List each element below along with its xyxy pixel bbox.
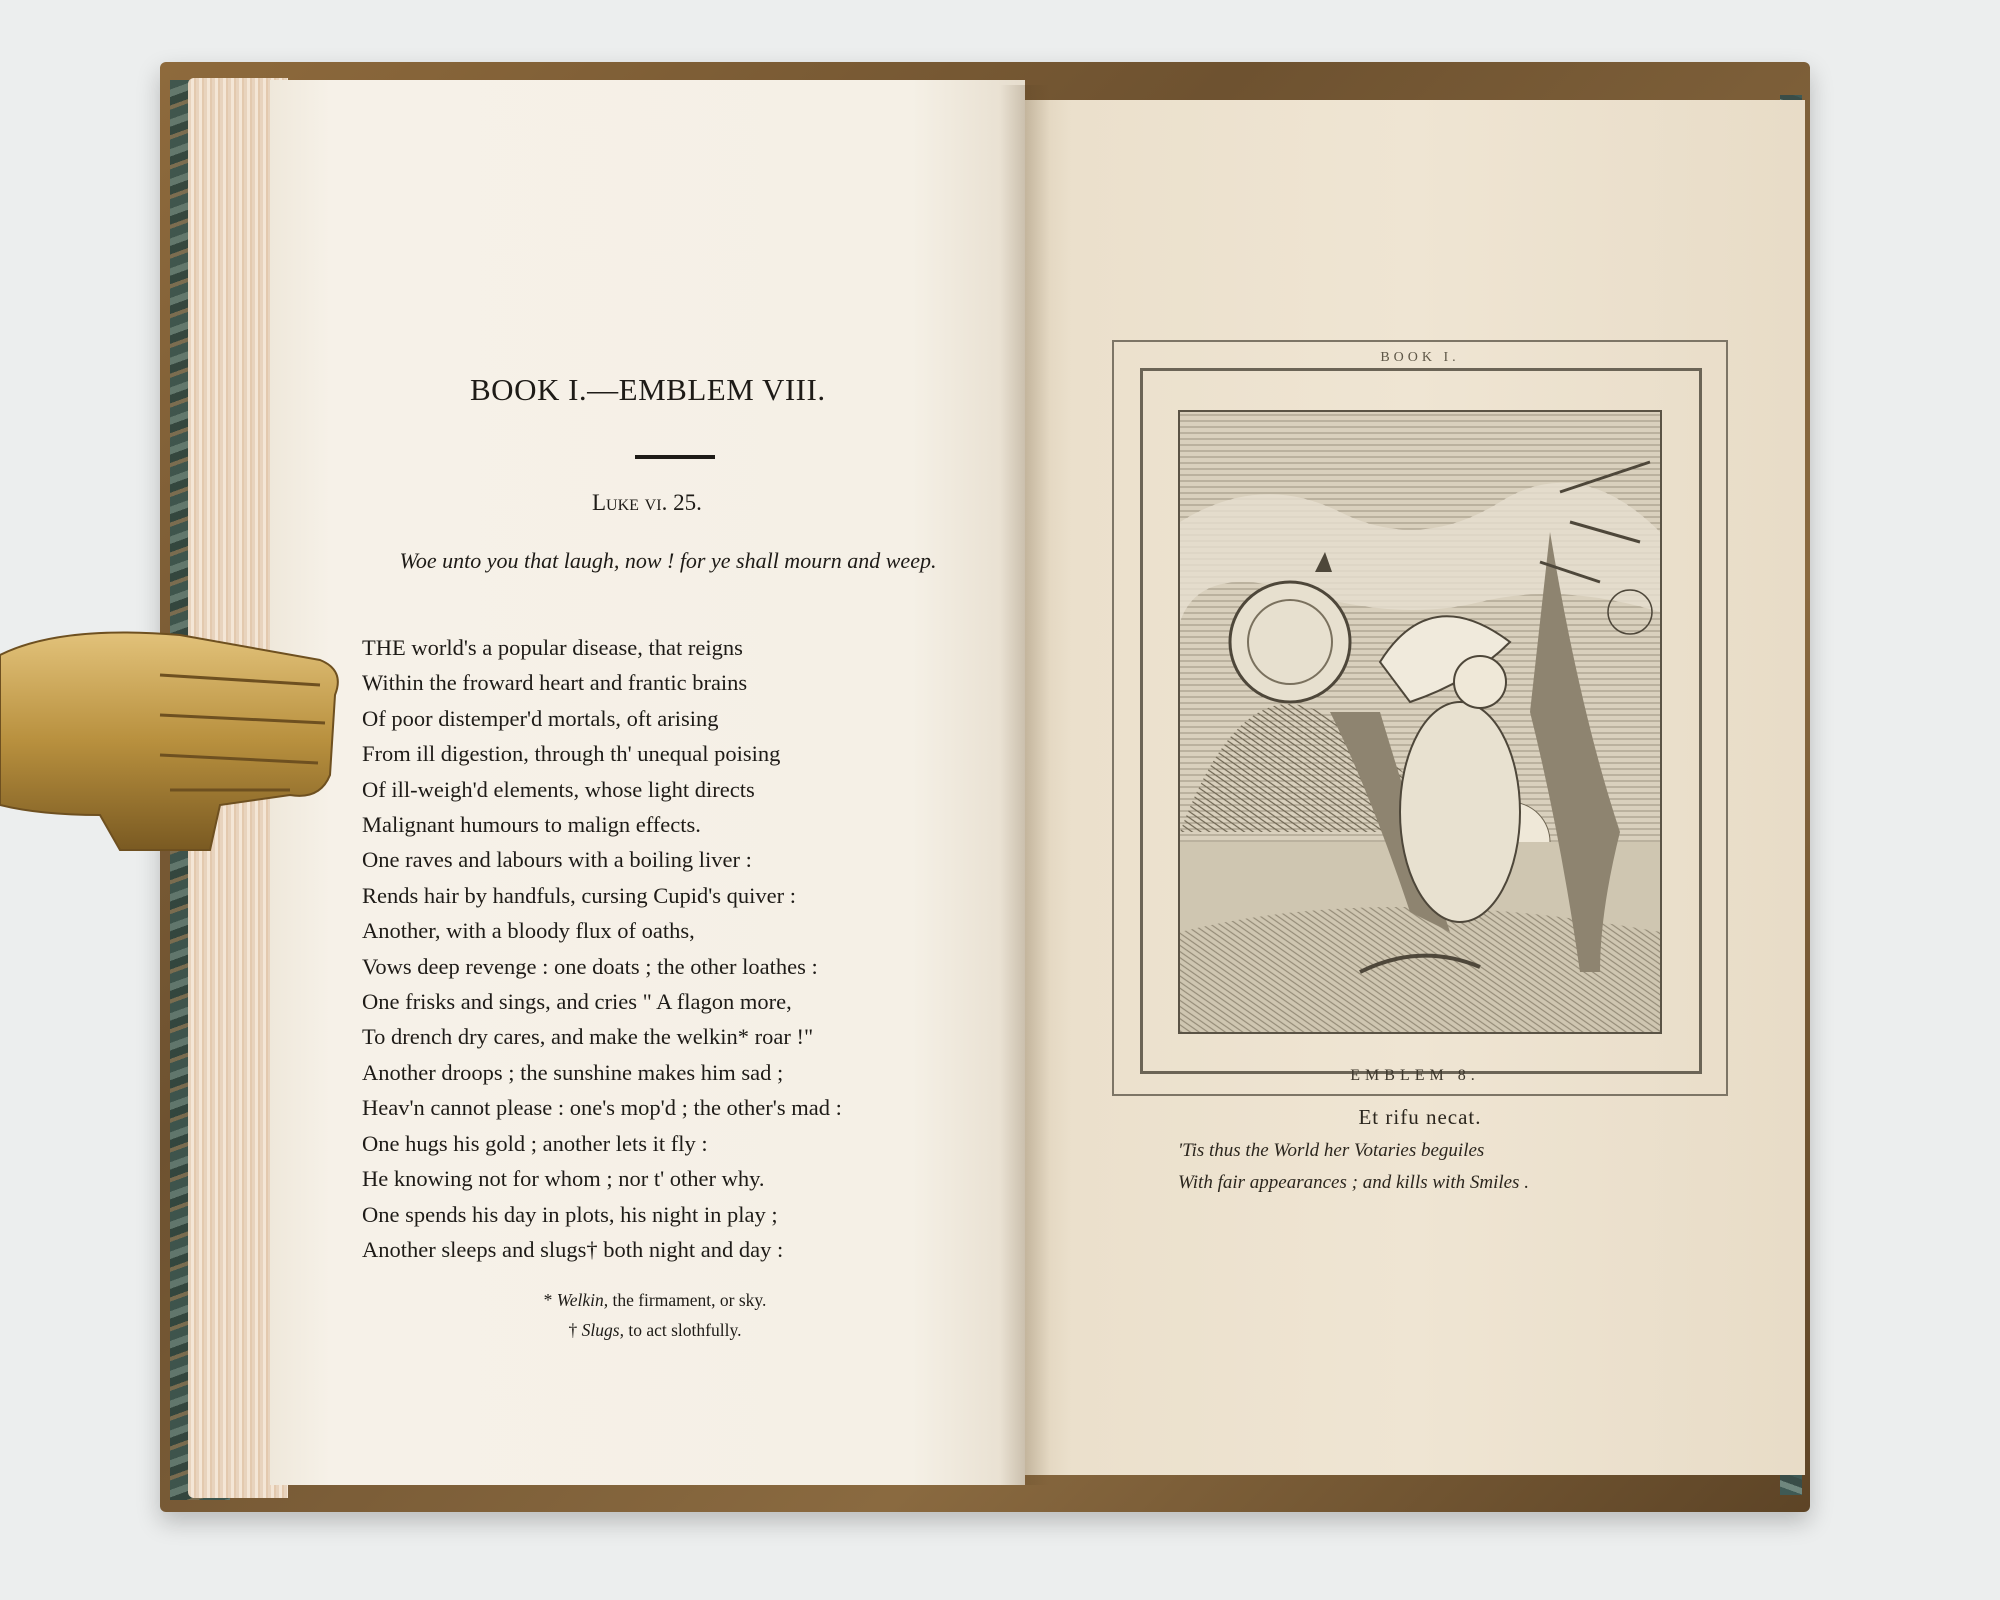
scripture-reference: Luke vi. 25. xyxy=(592,490,702,515)
poem-line: Another droops ; the sunshine makes him sad ; xyxy=(362,1059,784,1085)
plate-bottom-label: EMBLEM 8. xyxy=(1350,1067,1480,1084)
poem-line: He knowing not for whom ; nor t' other why. xyxy=(362,1166,765,1192)
poem-line: Malignant humours to malign effects. xyxy=(362,812,701,838)
poem-line: THE world's a popular disease, that reigns xyxy=(362,635,743,660)
poem-line: To drench dry cares, and make the welkin* roar !" xyxy=(362,1024,814,1050)
plate-caption-line: 'Tis thus the World her Votaries beguiles xyxy=(1178,1140,1485,1161)
poem-line: Heav'n cannot please : one's mop'd ; the other's mad : xyxy=(362,1095,842,1121)
emblem-title: BOOK I.—EMBLEM VIII. xyxy=(470,372,826,407)
poem-line: Within the froward heart and frantic brains xyxy=(362,670,748,696)
footnote-term: Welkin, xyxy=(556,1290,609,1310)
poem-line: Rends hair by handfuls, cursing Cupid's quiver : xyxy=(362,882,797,908)
poem-line: One raves and labours with a boiling liver : xyxy=(362,847,752,873)
footnote-text: the firmament, or sky. xyxy=(612,1290,767,1310)
poem-line: Another sleeps and slugs† both night and day : xyxy=(362,1236,784,1262)
poem-line: One frisks and sings, and cries " A flagon more, xyxy=(362,989,792,1015)
book-gutter xyxy=(1000,85,1050,1485)
poem-line: One spends his day in plots, his night in play ; xyxy=(362,1201,778,1227)
cupid-figure xyxy=(1400,702,1520,922)
footnote xyxy=(400,1315,910,1345)
title-rule xyxy=(635,455,715,459)
poem-line: From ill digestion, through th' unequal poising xyxy=(362,741,781,767)
poem-line: One hugs his gold ; another lets it fly : xyxy=(362,1130,708,1156)
footnote-text: to act slothfully. xyxy=(628,1320,742,1340)
poem-line: Another, with a bloody flux of oaths, xyxy=(362,918,695,944)
footnote xyxy=(400,1285,910,1315)
poem xyxy=(362,630,982,1267)
epigraph: Woe unto you that laugh, now ! for ye shall mourn and weep. xyxy=(399,548,937,573)
footnote-mark: * xyxy=(543,1290,553,1310)
plate-top-label: BOOK I. xyxy=(1380,350,1460,365)
plate-motto: Et rifu necat. xyxy=(1358,1105,1482,1129)
footnote-term: Slugs, xyxy=(581,1320,624,1340)
poem-line: Vows deep revenge : one doats ; the other loathes : xyxy=(362,953,818,979)
poem-line: Of poor distemper'd mortals, oft arising xyxy=(362,705,719,731)
plate-caption-line: With fair appearances ; and kills with Smiles . xyxy=(1178,1172,1529,1193)
cupid-head xyxy=(1454,656,1506,708)
engraving xyxy=(1178,410,1662,1034)
brass-hand-clip xyxy=(0,615,350,865)
engraving-illustration xyxy=(1180,412,1660,1032)
poem-line: Of ill-weigh'd elements, whose light directs xyxy=(362,776,755,802)
footnote-mark: † xyxy=(568,1320,578,1340)
footnotes xyxy=(400,1285,910,1345)
